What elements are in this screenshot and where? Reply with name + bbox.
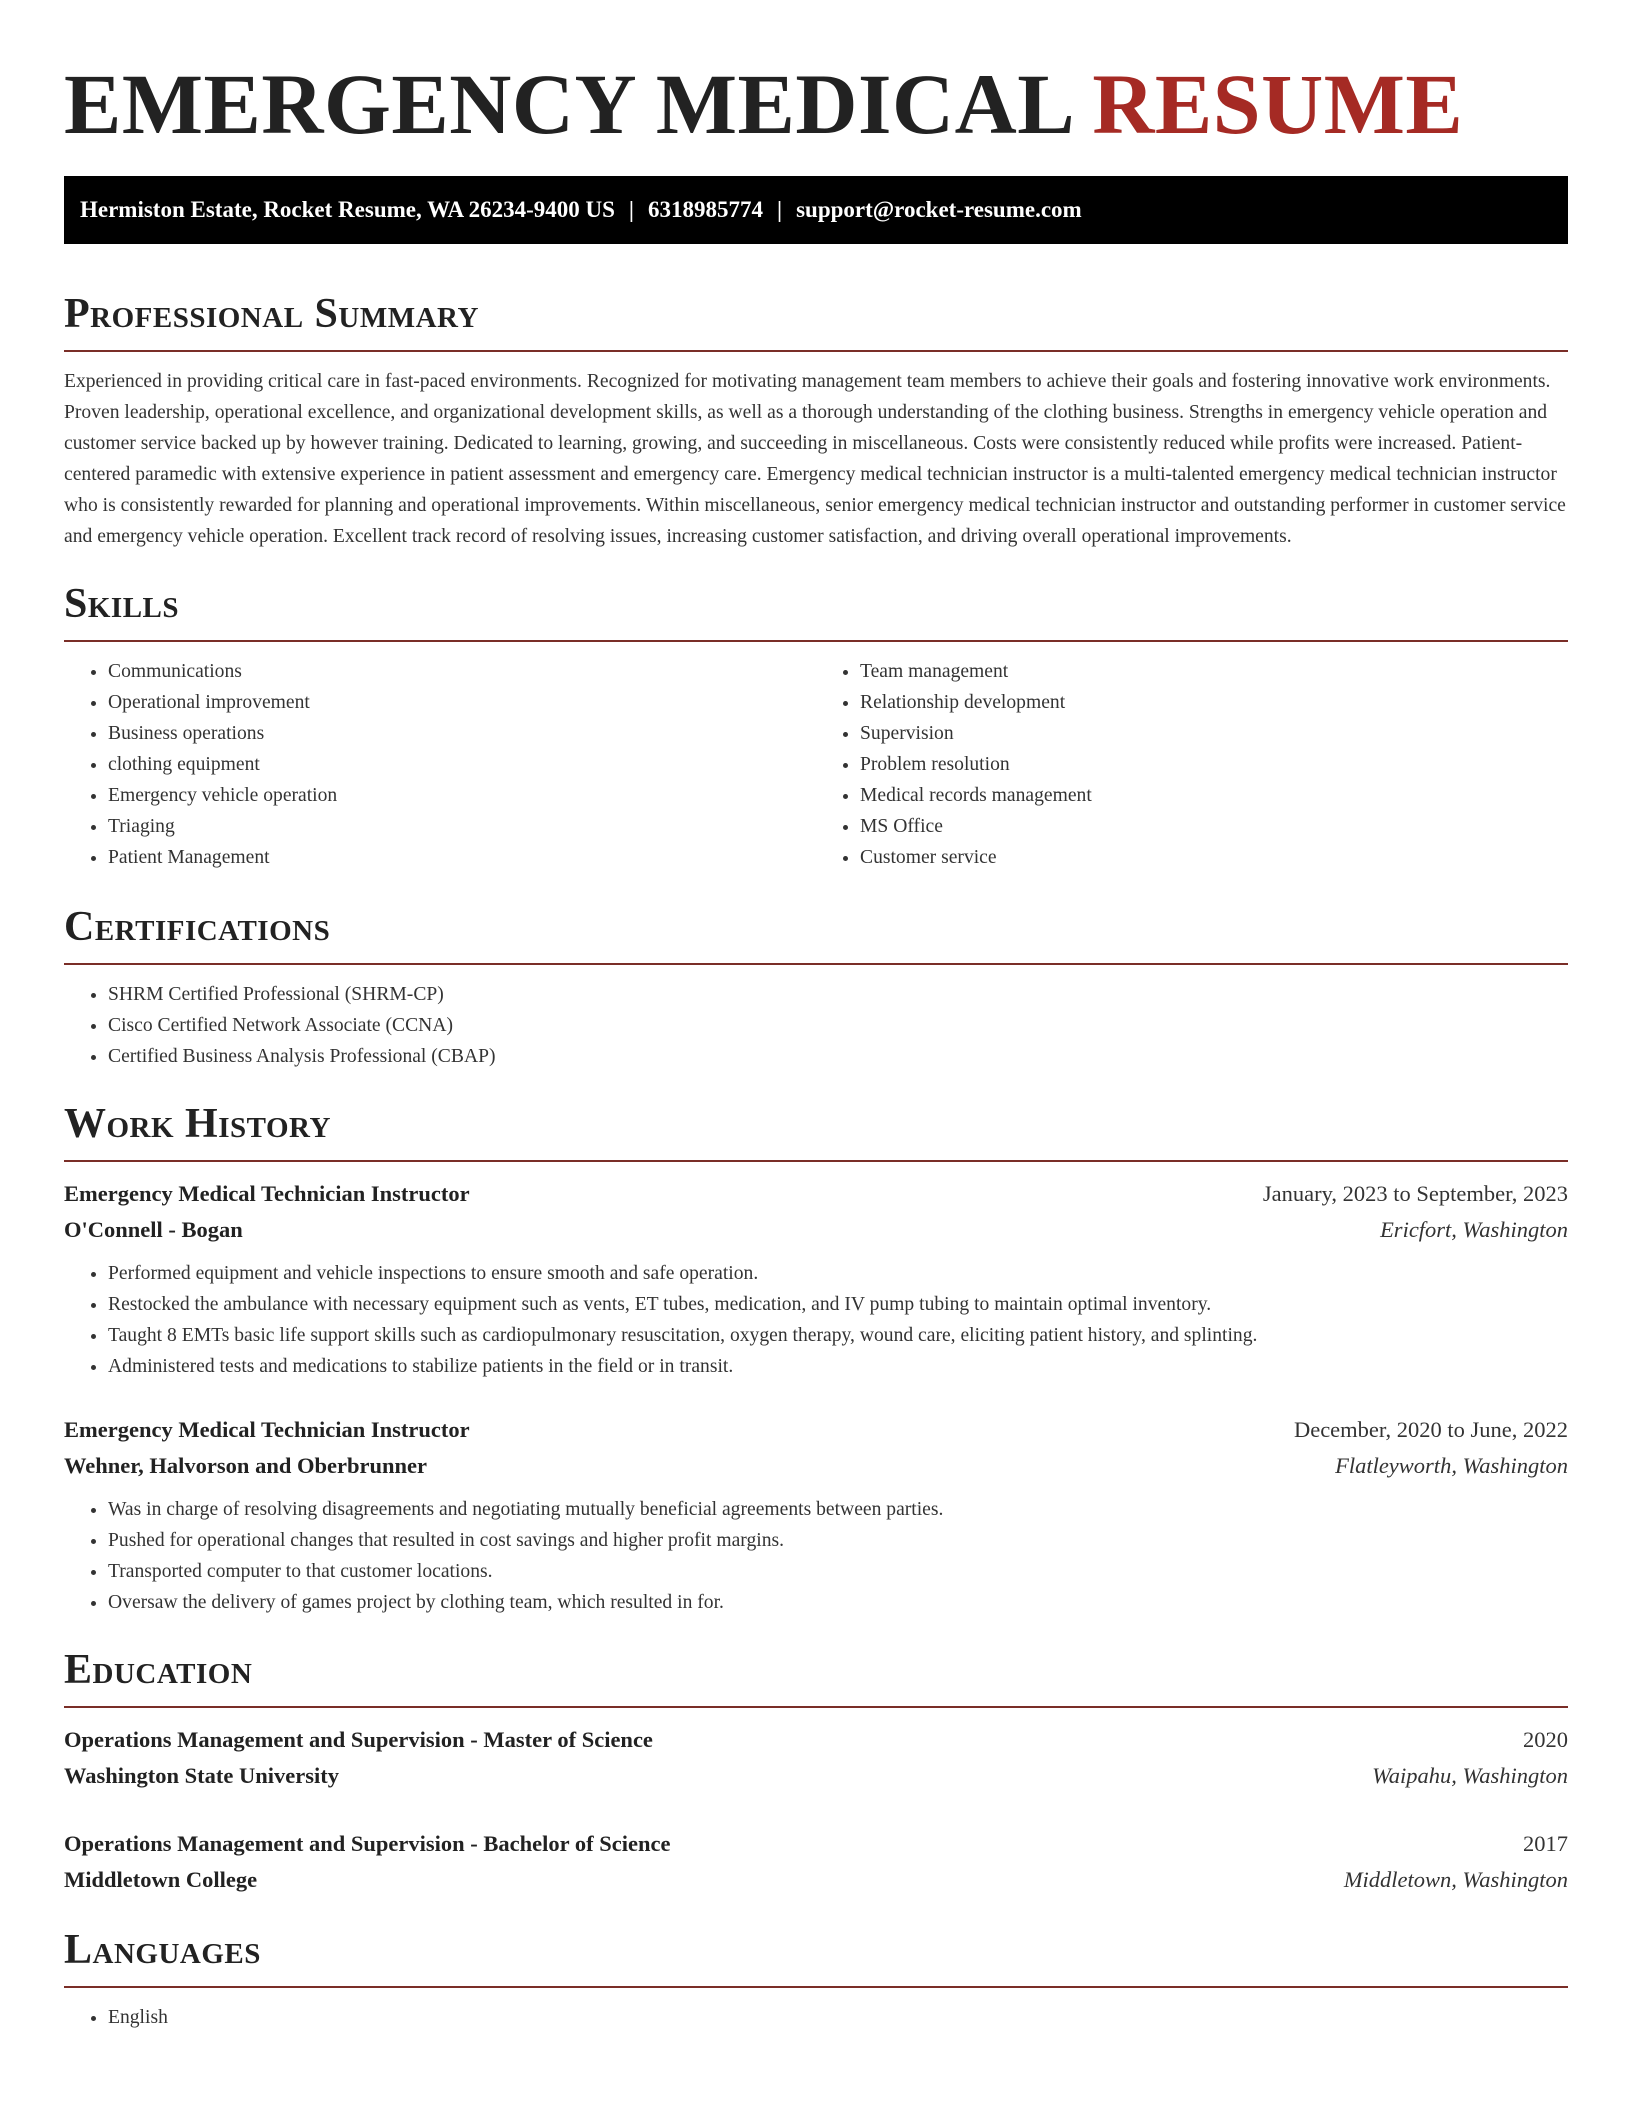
job-header-row — [64, 1176, 1568, 1212]
job-entry — [64, 1412, 1568, 1618]
job-bullet: • Taught 8 EMTs basic life support skills such as cardiopulmonary resuscitation, oxygen therapy, wound care, eliciting patient history, and splinting. — [108, 1320, 1568, 1351]
skills-heading: Skills — [64, 581, 180, 627]
skills-grid — [64, 656, 1568, 873]
title-main: EMERGENCY MEDICAL — [64, 56, 1071, 152]
education-section — [64, 1644, 1568, 1898]
section-divider — [64, 1160, 1568, 1162]
education-school-row — [64, 1758, 1568, 1794]
section-divider — [64, 350, 1568, 352]
job-dates: December, 2020 to June, 2022 — [1293, 1417, 1568, 1442]
section-divider — [64, 963, 1568, 965]
skills-list-left — [64, 656, 816, 873]
languages-list — [64, 2002, 1568, 2033]
certification-item: • SHRM Certified Professional (SHRM-CP) — [108, 979, 1568, 1010]
job-company: O'Connell - Bogan — [64, 1217, 243, 1242]
job-bullet: • Pushed for operational changes that resulted in cost savings and higher profit margins. — [108, 1525, 1568, 1556]
education-entry — [64, 1722, 1568, 1794]
job-bullets — [64, 1494, 1568, 1618]
skill-item: • Team management — [860, 656, 1568, 687]
skill-item: • Supervision — [860, 718, 1568, 749]
work-section — [64, 1098, 1568, 1618]
summary-text: Experienced in providing critical care in fast-paced environments. Recognized for motivating management team members to achieve their goals and fostering innovative work environments. Proven leadership, operational excellence, and organizational development skills, as well as a thorough understanding of the clothing business. Strengths in emergency vehicle operation and customer service backed up by however training. Dedicated to learning, growing, and succeeding in miscellaneous. Costs were consistently reduced while profits were increased. Patient-centered paramedic with extensive experience in patient assessment and emergency care. Emergency medical technician instructor is a multi-talented emergency medical technician instructor who is consistently rewarded for planning and operational improvements. Within miscellaneous, senior emergency medical technician instructor and outstanding performer in customer service and emergency vehicle operation. Excellent track record of resolving issues, increasing customer satisfaction, and driving overall operational improvements. — [64, 371, 1566, 547]
skill-item: • Relationship development — [860, 687, 1568, 718]
job-company-row — [64, 1212, 1568, 1248]
language-item: • English — [108, 2002, 1568, 2033]
education-year: 2020 — [1523, 1727, 1568, 1752]
education-school: Washington State University — [64, 1763, 340, 1788]
job-bullet: • Transported computer to that customer locations. — [108, 1556, 1568, 1587]
certifications-heading: Certifications — [64, 904, 331, 950]
education-degree-row — [64, 1826, 1568, 1862]
job-bullets — [64, 1258, 1568, 1382]
skill-item: • MS Office — [860, 811, 1568, 842]
job-bullet: • Oversaw the delivery of games project by clothing team, which resulted in for. — [108, 1587, 1568, 1618]
skill-item: • Patient Management — [108, 842, 816, 873]
skill-item: • Customer service — [860, 842, 1568, 873]
education-entry — [64, 1826, 1568, 1898]
resume-title — [64, 0, 1568, 154]
education-degree-row — [64, 1722, 1568, 1758]
education-degree: Operations Management and Supervision - Master of Science — [64, 1727, 653, 1752]
skill-item: • clothing equipment — [108, 749, 816, 780]
summary-heading: Professional Summary — [64, 291, 479, 337]
languages-heading: Languages — [64, 1927, 261, 1973]
certification-item: • Cisco Certified Network Associate (CCNA) — [108, 1010, 1568, 1041]
job-bullet: • Was in charge of resolving disagreements and negotiating mutually beneficial agreements between parties. — [108, 1494, 1568, 1525]
job-company-row — [64, 1448, 1568, 1484]
job-location: Ericfort, Washington — [1380, 1217, 1568, 1242]
job-title: Emergency Medical Technician Instructor — [64, 1417, 470, 1442]
skill-item: • Operational improvement — [108, 687, 816, 718]
contact-bar — [64, 176, 1568, 244]
summary-section — [64, 288, 1568, 552]
job-company: Wehner, Halvorson and Oberbrunner — [64, 1453, 427, 1478]
certifications-section — [64, 901, 1568, 1072]
title-accent: RESUME — [1092, 56, 1464, 152]
job-bullet: • Administered tests and medications to stabilize patients in the field or in transit. — [108, 1351, 1568, 1382]
education-heading: Education — [64, 1647, 253, 1693]
section-divider — [64, 640, 1568, 642]
education-location: Waipahu, Washington — [1372, 1763, 1568, 1788]
contact-separator: | — [628, 197, 634, 222]
job-bullet: • Performed equipment and vehicle inspections to ensure smooth and safe operation. — [108, 1258, 1568, 1289]
job-location: Flatleyworth, Washington — [1335, 1453, 1568, 1478]
education-degree: Operations Management and Supervision - Bachelor of Science — [64, 1831, 671, 1856]
contact-address: Hermiston Estate, Rocket Resume, WA 26234-9400 US — [80, 197, 615, 222]
skill-item: • Problem resolution — [860, 749, 1568, 780]
skill-item: • Medical records management — [860, 780, 1568, 811]
section-divider — [64, 1706, 1568, 1708]
skill-item: • Communications — [108, 656, 816, 687]
contact-email[interactable]: support@rocket-resume.com — [796, 197, 1082, 222]
education-school-row — [64, 1862, 1568, 1898]
education-school: Middletown College — [64, 1867, 258, 1892]
certifications-list — [64, 979, 1568, 1072]
job-title: Emergency Medical Technician Instructor — [64, 1181, 470, 1206]
skill-item: • Emergency vehicle operation — [108, 780, 816, 811]
languages-section — [64, 1924, 1568, 2033]
education-location: Middletown, Washington — [1343, 1867, 1568, 1892]
work-heading: Work History — [64, 1101, 331, 1147]
skills-section — [64, 578, 1568, 873]
certification-item: • Certified Business Analysis Professional (CBAP) — [108, 1041, 1568, 1072]
section-divider — [64, 1986, 1568, 1988]
contact-separator: | — [777, 197, 783, 222]
job-entry — [64, 1176, 1568, 1382]
job-header-row — [64, 1412, 1568, 1448]
job-dates: January, 2023 to September, 2023 — [1262, 1181, 1568, 1206]
education-year: 2017 — [1523, 1831, 1568, 1856]
skill-item: • Business operations — [108, 718, 816, 749]
skill-item: • Triaging — [108, 811, 816, 842]
job-bullet: • Restocked the ambulance with necessary equipment such as vents, ET tubes, medication, and IV pump tubing to maintain optimal inventory. — [108, 1289, 1568, 1320]
skills-list-right — [816, 656, 1568, 873]
contact-phone[interactable]: 6318985774 — [648, 197, 763, 222]
